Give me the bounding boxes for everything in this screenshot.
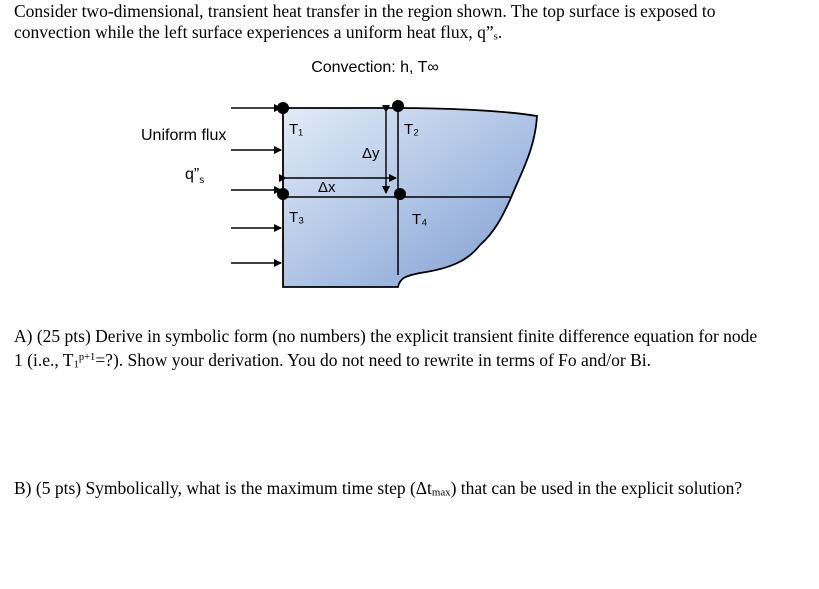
question-b-end: ) that can be used in the explicit solution? [450,478,743,498]
node-label-t3: T₃ [289,209,305,226]
node-label-t2: T₂ [404,121,419,138]
intro-line-2-text: convection while the left surface experiences a uniform heat flux, q” [14,22,494,42]
question-b [14,478,804,504]
flux-arrows [231,108,281,263]
node-4-point [394,188,406,200]
uniform-flux-label: Uniform flux [141,127,227,144]
convection-label: Convection: h, T∞ [311,59,439,76]
node-1-point [277,102,289,114]
question-a-line-2 [14,347,804,375]
question-a-line-2-start: 1 (i.e., T [14,349,74,370]
dx-label: Δx [318,179,336,196]
question-a-subscript: 1 [73,358,79,371]
node-label-t4: T₄ [412,211,428,228]
flux-symbol-subscript: s [199,175,205,186]
question-b-subscript: max [431,486,451,499]
question-b-line [14,478,804,504]
node-label-t1: T₁ [289,121,304,138]
flux-symbol-main: q” [185,166,200,183]
intro-flux-subscript: s [493,30,498,43]
question-a-superscript: p+1 [78,352,96,363]
dy-label: Δy [362,145,380,162]
question-a-line-2-end: =?). Show your derivation. You do not need to rewrite in terms of Fo and/or Bi. [95,349,652,370]
intro-line-1: Consider two-dimensional, transient heat transfer in the region shown. The top surface is exposed to [14,1,716,21]
question-b-start: B) (5 pts) Symbolically, what is the maximum time step (Δt [14,478,432,498]
question-a-line-1: A) (25 pts) Derive in symbolic form (no numbers) the explicit transient finite difference equation for node [14,326,758,346]
flux-symbol [185,166,204,186]
node-3-point [277,188,289,200]
question-a [14,326,804,375]
node-2-point [392,100,404,112]
intro-line-2-end: . [497,22,503,42]
